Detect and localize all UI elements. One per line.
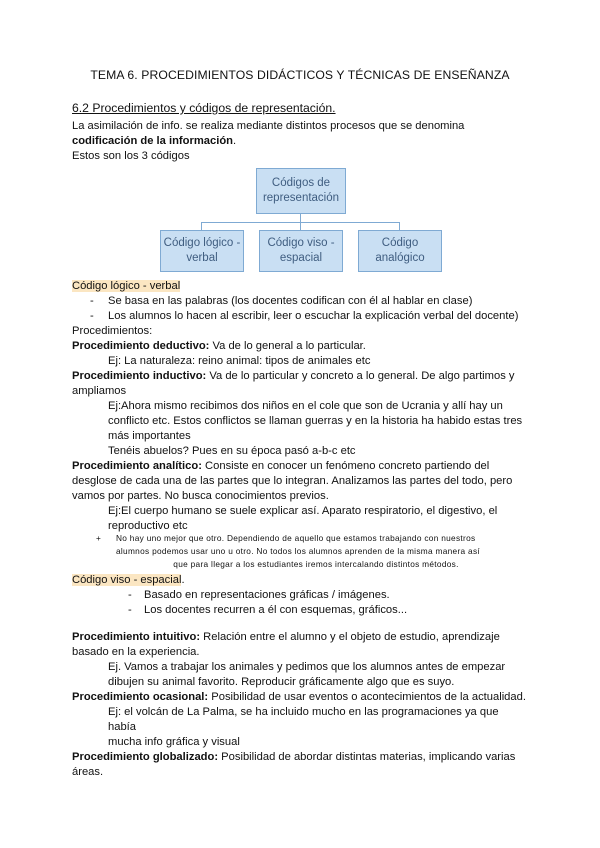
diagram-box-viso bbox=[259, 230, 343, 272]
globalizado-text-2: áreas. bbox=[72, 766, 104, 778]
analitico-example-1: Ej:El cuerpo humano se suele explicar así. Aparato respiratorio, el digestivo, el bbox=[108, 505, 498, 517]
viso-section bbox=[72, 573, 528, 618]
diagram-verbal-line-1: Código lógico - bbox=[163, 237, 241, 249]
intro-bold-term: codificación de la información bbox=[72, 135, 234, 147]
diagram-root-line-2: representación bbox=[262, 192, 340, 204]
connector-mid bbox=[300, 222, 301, 230]
intuitivo-text-1: Relación entre el alumno y el objeto de estudio, aprendizaje bbox=[200, 631, 500, 643]
diagram-box-analogico bbox=[358, 230, 442, 272]
intro-paragraph bbox=[72, 119, 528, 164]
inductivo-example bbox=[72, 399, 528, 459]
analitico-example-2: reproductivo etc bbox=[108, 520, 188, 532]
viso-label-line bbox=[72, 573, 528, 588]
inductivo-text-1: Va de lo particular y concreto a lo general. De algo partimos y bbox=[206, 370, 515, 382]
deductivo-example: Ej: La naturaleza: reino animal: tipos de animales etc bbox=[108, 355, 371, 367]
bullet-dash: - bbox=[128, 589, 132, 601]
analitico-text-2: desglose de cada una de las partes que lo integran. Analizamos las partes del todo, pero bbox=[72, 475, 513, 487]
diagram-root-box bbox=[256, 168, 346, 214]
connector-right bbox=[399, 222, 400, 230]
codes-diagram bbox=[160, 168, 440, 272]
note-plus-marker: + bbox=[96, 533, 102, 543]
ocasional-text: Posibilidad de usar eventos o acontecimientos de la actualidad. bbox=[208, 691, 526, 703]
procedimientos-label: Procedimientos: bbox=[72, 325, 153, 337]
globalizado-text-1: Posibilidad de abordar distintas materias, implicando varias bbox=[218, 751, 516, 763]
analitico-text-3: vamos por partes. No busca conocimientos previos. bbox=[72, 490, 329, 502]
diagram-analogico-line-2: analógico bbox=[375, 252, 425, 264]
inductivo-example-4: Tenéis abuelos? Pues en su época pasó a-b-c etc bbox=[108, 445, 356, 457]
intuitivo-example-1: Ej. Vamos a trabajar los animales y pedimos que los alumnos antes de empezar bbox=[108, 661, 506, 673]
inductivo-example-1: Ej:Ahora mismo recibimos dos niños en el cole que son de Ucrania y allí hay un bbox=[108, 400, 503, 412]
note-block bbox=[96, 532, 536, 571]
ocasional-line bbox=[72, 690, 528, 705]
verbal-label: Código lógico - verbal bbox=[72, 280, 181, 292]
deductivo-text: Va de lo general a lo particular. bbox=[209, 340, 366, 352]
bullet-dash: - bbox=[90, 310, 94, 322]
bullet-dash: - bbox=[128, 604, 132, 616]
diagram-viso-line-1: Código viso - bbox=[267, 237, 335, 249]
more-procedures bbox=[72, 630, 528, 780]
intuitivo-text-2: basado en la experiencia. bbox=[72, 646, 200, 658]
ocasional-label: Procedimiento ocasional: bbox=[72, 691, 209, 703]
viso-bullet-2-text: Los docentes recurren a él con esquemas, gráficos... bbox=[144, 604, 408, 616]
section-heading: 6.2 Procedimientos y códigos de representación. bbox=[72, 101, 336, 115]
note-line-3: que para llegar a los estudiantes iremos intercalando distintos métodos. bbox=[173, 559, 459, 569]
verbal-section bbox=[72, 279, 528, 534]
intro-line-2 bbox=[72, 134, 528, 149]
diagram-viso-line-2: espacial bbox=[279, 252, 323, 264]
analitico-line-1 bbox=[72, 459, 528, 474]
diagram-analogico-line-1: Código bbox=[381, 237, 419, 249]
globalizado-line-1 bbox=[72, 750, 528, 765]
viso-label: Código viso - espacial bbox=[72, 574, 182, 586]
viso-bullet-1 bbox=[72, 588, 528, 603]
diagram-box-verbal bbox=[160, 230, 244, 272]
verbal-bullet-2-text: Los alumnos lo hacen al escribir, leer o escuchar la explicación verbal del docente) bbox=[108, 310, 519, 322]
intro-line-1: La asimilación de info. se realiza mediante distintos procesos que se denomina bbox=[72, 120, 465, 132]
deductivo-line bbox=[72, 339, 528, 354]
ocasional-example bbox=[72, 705, 528, 750]
inductivo-line-1 bbox=[72, 369, 528, 384]
page-title: TEMA 6. PROCEDIMIENTOS DIDÁCTICOS Y TÉCNICAS DE ENSEÑANZA bbox=[90, 68, 510, 82]
viso-bullet-2 bbox=[72, 603, 528, 618]
inductivo-label: Procedimiento inductivo: bbox=[72, 370, 207, 382]
deductivo-label: Procedimiento deductivo: bbox=[72, 340, 210, 352]
inductivo-example-3: más importantes bbox=[108, 430, 191, 442]
analitico-example bbox=[72, 504, 528, 534]
analitico-text-1: Consiste en conocer un fenómeno concreto partiendo del bbox=[201, 460, 490, 472]
intuitivo-line-1 bbox=[72, 630, 528, 645]
ocasional-example-2: mucha info gráfica y visual bbox=[108, 736, 240, 748]
intuitivo-example-2: dibujen su animal favorito. Reproducir gráficamente algo que es suyo. bbox=[108, 676, 455, 688]
diagram-root-line-1: Códigos de bbox=[271, 177, 331, 189]
verbal-label-line bbox=[72, 279, 528, 294]
viso-bullet-1-text: Basado en representaciones gráficas / imágenes. bbox=[144, 589, 390, 601]
intro-period: . bbox=[233, 135, 237, 147]
connector-left bbox=[201, 222, 202, 230]
viso-label-period: . bbox=[181, 574, 185, 586]
analitico-label: Procedimiento analítico: bbox=[72, 460, 202, 472]
verbal-bullet-1-text: Se basa en las palabras (los docentes codifican con él al hablar en clase) bbox=[108, 295, 473, 307]
note-line-2: alumnos podemos usar uno u otro. No todos los alumnos aprenden de la misma manera así bbox=[116, 546, 481, 556]
inductivo-line-2: ampliamos bbox=[72, 385, 127, 397]
intuitivo-example bbox=[72, 660, 528, 690]
intuitivo-label: Procedimiento intuitivo: bbox=[72, 631, 201, 643]
globalizado-label: Procedimiento globalizado: bbox=[72, 751, 219, 763]
verbal-bullet-2 bbox=[72, 309, 528, 324]
verbal-bullet-1 bbox=[72, 294, 528, 309]
diagram-verbal-line-2: verbal bbox=[186, 252, 218, 264]
bullet-dash: - bbox=[90, 295, 94, 307]
intro-line-3: Estos son los 3 códigos bbox=[72, 150, 190, 162]
ocasional-example-1: Ej: el volcán de La Palma, se ha incluido mucho en las programaciones ya que había bbox=[108, 706, 499, 733]
note-line-1: No hay uno mejor que otro. Dependiendo de aquello que estamos trabajando con nuestros bbox=[116, 533, 476, 543]
inductivo-example-2: conflicto etc. Estos conflictos se llaman guerras y en la historia ha habido estas tres bbox=[108, 415, 523, 427]
